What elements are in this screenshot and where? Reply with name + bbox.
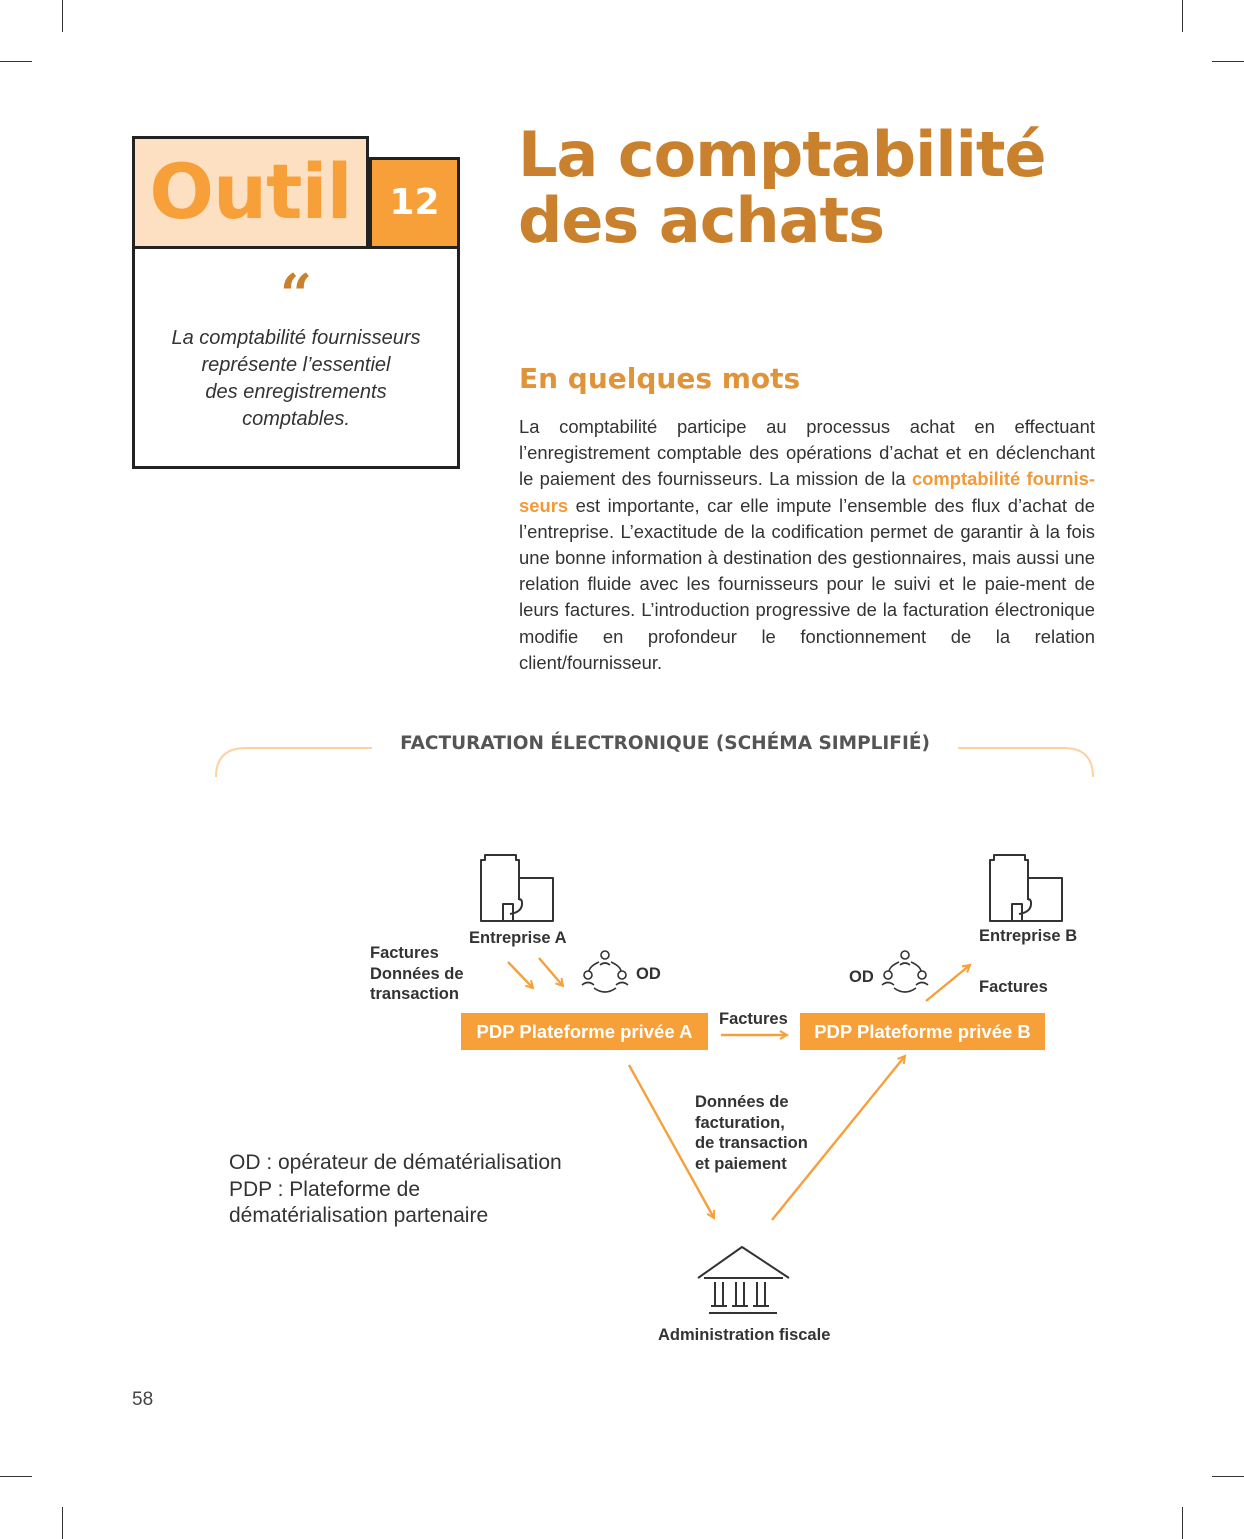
diagram-title: FACTURATION ÉLECTRONIQUE (SCHÉMA SIMPLIFIÉ) [400,733,930,754]
body-text-part: La comptabilité participe au processus achat en effectuant l’enregistrement comptable des opérations d’achat et en déclenchant le paiement des fournisseurs. La mission de la [519,416,1095,490]
entreprise-a-label: Entreprise A [469,929,567,947]
body-highlight: comptabilité fournis-seurs [519,468,1096,516]
od-a-label: OD [636,965,661,983]
page-title-line: des achats [518,184,885,257]
building-icon [990,855,1062,921]
pdp-a-box: PDP Plateforme privée A [461,1013,708,1050]
fiscal-data-label: de transaction [695,1134,808,1152]
network-people-icon [882,951,928,992]
government-building-icon [698,1247,789,1313]
legend-line: dématérialisation partenaire [229,1204,489,1227]
quote-line: représente l’essentiel [201,354,391,376]
page-title-line: La comptabilité [518,118,1046,191]
entreprise-b-label: Entreprise B [979,927,1078,945]
quote-line: La comptabilité fournisseurs [171,327,421,349]
left-flow-label: Factures [370,944,439,962]
outil-word: Outil [149,147,352,236]
quote-mark-icon: “ [279,262,313,328]
legend-line: PDP : Plateforme de [229,1177,421,1201]
quote-line: comptables. [242,408,350,430]
legend-line: OD : opérateur de dématérialisation [229,1151,562,1174]
factures-b-label: Factures [979,978,1048,996]
fiscal-data-label: facturation, [695,1113,785,1132]
fiscal-data-label: et paiement [695,1154,787,1173]
body-text-part: est importante, car elle impute l’ensemble des flux d’achat de l’entreprise. L’exactitude de la codification permet de garantir à la fois une bonne information à destination des gestionnaires, mais aussi une relation fluide avec les fournisseurs pour le suivi et le paie-ment de leurs factures. L’introduction progressive de la facturation électronique modifie en profondeur le fonctionnement de la relation client/fournisseur. [519,494,1095,673]
building-icon [481,855,553,921]
left-flow-label: Données de [370,964,464,983]
section-heading: En quelques mots [519,362,801,395]
administration-label: Administration fiscale [658,1326,831,1344]
fiscal-data-label: Données de [695,1093,789,1111]
quote-line: des enregistrements [205,381,387,403]
legend [229,1150,649,1230]
page-number: 58 [132,1389,154,1410]
left-flow-labels [370,943,464,1005]
left-flow-label: transaction [370,985,459,1003]
fiscal-data-labels [695,1092,808,1174]
factures-middle-label: Factures [719,1010,788,1028]
pdp-b-box: PDP Plateforme privée B [800,1013,1045,1050]
outil-number: 12 [389,182,440,223]
network-people-icon [582,951,628,992]
od-b-label: OD [849,968,874,986]
